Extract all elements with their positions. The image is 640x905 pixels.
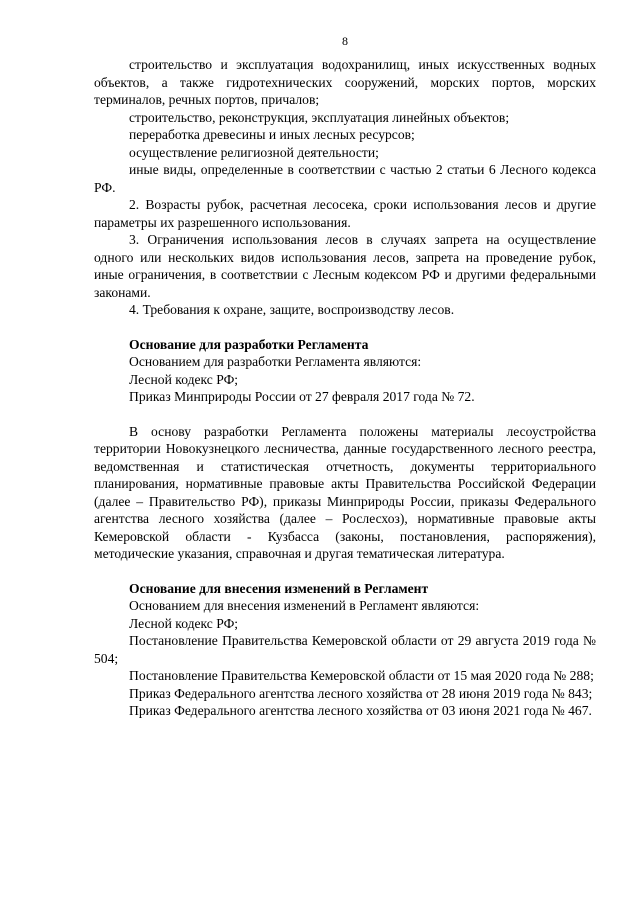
- list-item: осуществление религиозной деятельности;: [129, 144, 379, 160]
- section-line: Лесной кодекс РФ;: [129, 371, 239, 387]
- list-item: 4. Требования к охране, защите, воспроизводству лесов.: [129, 302, 455, 317]
- spacer: [94, 563, 596, 580]
- section-line: Основанием для разработки Регламента являются:: [129, 354, 422, 369]
- spacer: [94, 319, 596, 336]
- section-line: Приказ Минприроды России от 27 февраля 2017 года № 72.: [129, 389, 475, 404]
- section-heading: Основание для разработки Регламента: [129, 336, 369, 352]
- list-item: иные виды, определенные в соответствии с частью 2 статьи 6 Лесного кодекса РФ.: [94, 162, 596, 195]
- section-line: Приказ Федерального агентства лесного хозяйства от 28 июня 2019 года № 843;: [129, 685, 593, 701]
- section-line: Лесной кодекс РФ;: [129, 615, 239, 631]
- list-item: 3. Ограничения использования лесов в случаях запрета на осуществление одного или нескольких видов использования лесов, запрета на проведение рубок, иные ограничения, в соответствии с Лесным кодексом РФ и другими федеральными законами.: [94, 232, 596, 300]
- section-heading: Основание для внесения изменений в Регламент: [129, 580, 429, 596]
- spacer: [94, 406, 596, 423]
- list-item: 2. Возрасты рубок, расчетная лесосека, сроки использования лесов и другие параметры их разрешенного использования.: [94, 197, 596, 230]
- list-item: строительство и эксплуатация водохранилищ, иных искусственных водных объектов, а также гидротехнических сооружений, морских портов, морских терминалов, речных портов, причалов;: [94, 57, 596, 107]
- page-number: 8: [342, 34, 348, 48]
- basis-paragraph: В основу разработки Регламента положены материалы лесоустройства территории Новокузнецкого лесничества, данные государственного лесного реестра, ведомственная и статистическая отчетность, документы территориального планирования, нормативные правовые акты Правительства Российской Федерации (далее – Правительство РФ), приказы Минприроды России, приказы Федерального агентства лесного хозяйства (далее – Рослесхоз), нормативные правовые акты Кемеровской области - Кузбасса (законы, постановления, распоряжения), методические указания, справочная и другая тематическая литература.: [94, 423, 596, 561]
- section-line: Основанием для внесения изменений в Регламент являются:: [129, 598, 480, 613]
- section-basis: [94, 336, 596, 406]
- section-line: Постановление Правительства Кемеровской области от 15 мая 2020 года № 288;: [129, 668, 594, 683]
- section-line: Приказ Федерального агентства лесного хозяйства от 03 июня 2021 года № 467.: [129, 703, 592, 718]
- permitted-uses-list: [94, 56, 596, 319]
- list-item: строительство, реконструкция, эксплуатация линейных объектов;: [129, 109, 510, 125]
- list-item: переработка древесины и иных лесных ресурсов;: [129, 127, 415, 142]
- section-changes: [94, 580, 596, 720]
- section-line: Постановление Правительства Кемеровской области от 29 августа 2019 года № 504;: [94, 633, 596, 666]
